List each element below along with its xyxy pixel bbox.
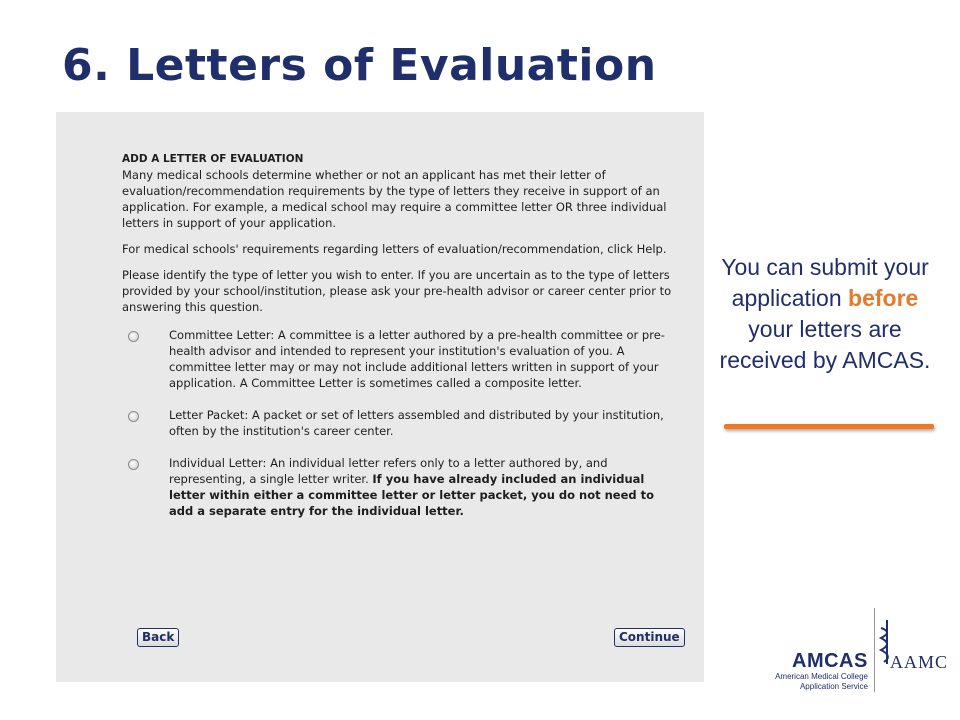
continue-button[interactable]: Continue — [614, 628, 685, 647]
amcas-subtitle — [756, 672, 868, 692]
callout-text — [708, 252, 942, 376]
option-letter-packet[interactable] — [122, 407, 682, 439]
individual-letter-label — [169, 455, 682, 519]
back-button[interactable]: Back — [137, 628, 179, 647]
slide-title: 6. Letters of Evaluation — [62, 40, 657, 91]
panel-content — [122, 152, 682, 535]
letter-packet-radio[interactable] — [128, 411, 139, 422]
letter-type-options — [122, 327, 682, 519]
help-paragraph: For medical schools' requirements regarding letters of evaluation/recommendation, click Help. — [122, 242, 667, 256]
amcas-logo-text: AMCAS — [792, 650, 868, 672]
letter-packet-label: Letter Packet: A packet or set of letters assembled and distributed by your institution, often by the institution's career center. — [169, 408, 664, 438]
amcas-subtitle-line1: American Medical College — [775, 672, 868, 681]
callout-highlight: before — [848, 285, 919, 311]
intro-paragraph: Many medical schools determine whether or not an applicant has met their letter of evaluation/recommendation requirements by the type of letters they receive in support of an application. For example, a medical school may require a committee letter OR three individual letters in support of your application. — [122, 168, 667, 230]
instruction-paragraph: Please identify the type of letter you wish to enter. If you are uncertain as to the type of letters provided by your school/institution, please ask your pre-health advisor or career center prior to answering this question. — [122, 268, 672, 314]
callout-line1: You can submit your application — [721, 254, 929, 311]
committee-letter-label: Committee Letter: A committee is a letter authored by a pre-health committee or pre-health advisor and intended to represent your institution's evaluation of you. A committee letter may or may not include additional letters written in support of your application. A Committee Letter is sometimes called a composite letter. — [169, 328, 665, 390]
committee-letter-radio[interactable] — [128, 331, 139, 342]
panel-heading: ADD A LETTER OF EVALUATION — [122, 153, 304, 165]
callout-line2: your letters are received by AMCAS. — [719, 316, 931, 373]
option-committee-letter[interactable] — [122, 327, 682, 391]
application-screenshot — [56, 112, 704, 682]
aamc-logo-text: AAMC — [890, 652, 949, 672]
amcas-aamc-logo — [750, 606, 960, 696]
individual-letter-radio[interactable] — [128, 459, 139, 470]
amcas-subtitle-line2: Application Service — [799, 682, 868, 691]
option-individual-letter[interactable] — [122, 455, 682, 519]
individual-letter-note: If you have already included an individual letter within either a committee letter or letter packet, you do not need to add a separate entry for the individual letter. — [169, 472, 655, 518]
callout-underline — [724, 424, 934, 429]
individual-letter-text: Individual Letter: An individual letter refers only to a letter authored by, and representing, a single letter writer. — [169, 456, 608, 486]
logo-divider — [874, 608, 875, 692]
